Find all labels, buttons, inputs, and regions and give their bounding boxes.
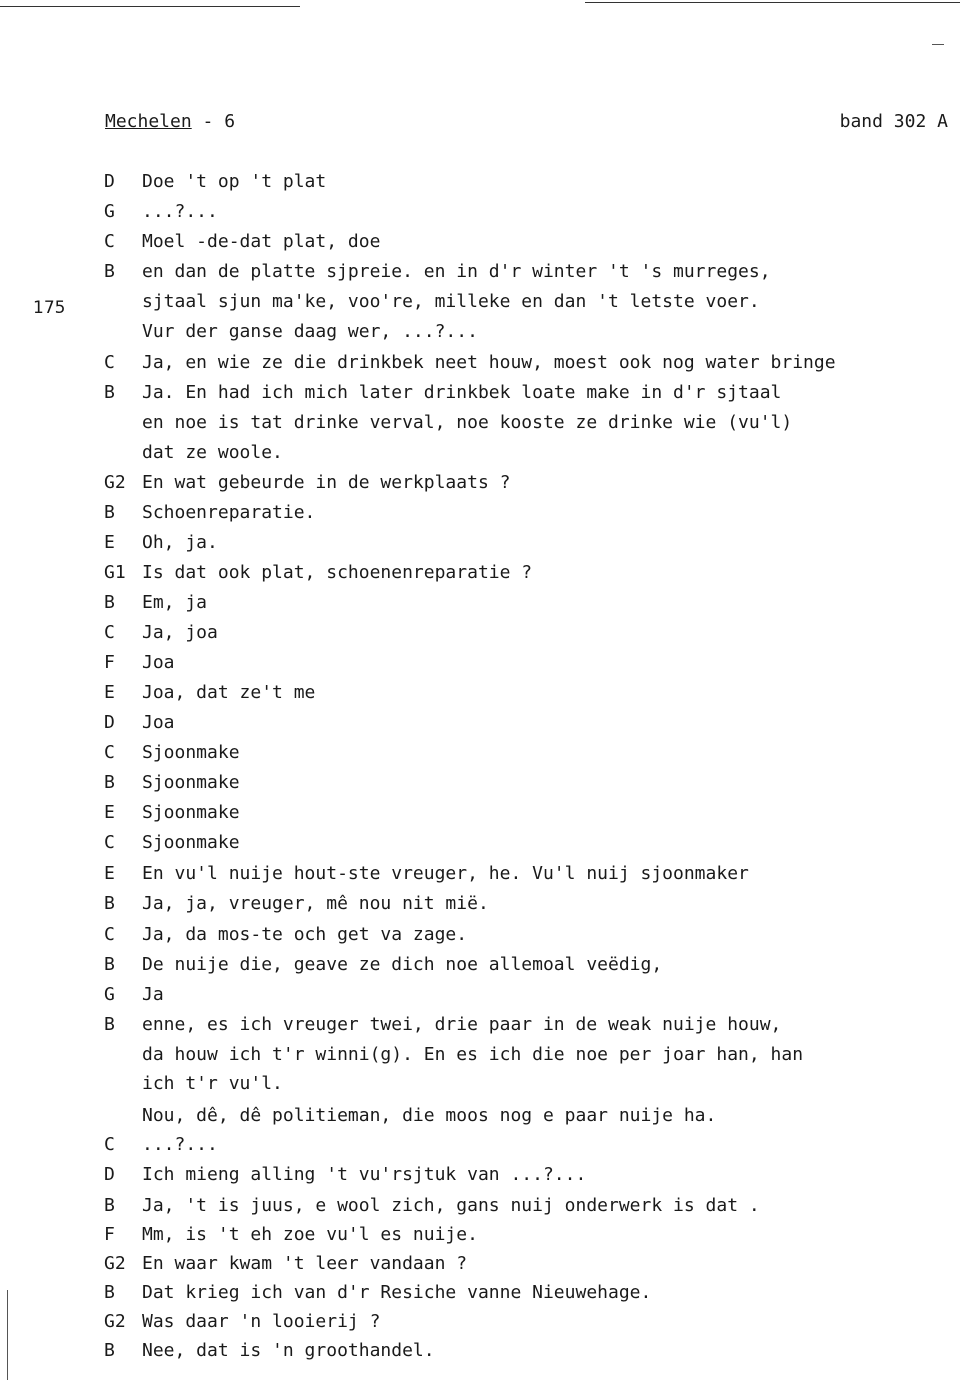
utterance-text: Ja, da mos-te och get va zage. [142, 924, 468, 945]
utterance-text: Moel -de-dat plat, doe [142, 231, 381, 252]
place-name: Mechelen [105, 111, 192, 132]
speaker-label: G2 [104, 1253, 126, 1274]
utterance-text: En wat gebeurde in de werkplaats ? [142, 472, 511, 493]
utterance-text: ...?... [142, 1134, 218, 1155]
utterance-text: ...?... [142, 201, 218, 222]
speaker-label: C [104, 832, 115, 853]
speaker-label: B [104, 1340, 115, 1361]
utterance-text: Ja, en wie ze die drinkbek neet houw, moest ook nog water bringe [142, 352, 836, 373]
speaker-label: C [104, 1134, 115, 1155]
speaker-label: D [104, 171, 115, 192]
speaker-label: C [104, 231, 115, 252]
utterance-text: enne, es ich vreuger twei, drie paar in de weak nuije houw, [142, 1014, 782, 1035]
utterance-text: Oh, ja. [142, 532, 218, 553]
speaker-label: E [104, 682, 115, 703]
utterance-text: Ja, joa [142, 622, 218, 643]
speaker-label: G [104, 201, 115, 222]
top-rule-left [0, 6, 300, 7]
speaker-label: G2 [104, 472, 126, 493]
speaker-label: F [104, 1224, 115, 1245]
utterance-text: Doe 't op 't plat [142, 171, 327, 192]
utterance-text: en noe is tat drinke verval, noe kooste ze drinke wie (vu'l) [142, 412, 793, 433]
margin-line-number: 175 [33, 298, 66, 318]
utterance-text: Joa [142, 712, 175, 733]
speaker-label: E [104, 802, 115, 823]
utterance-text: Is dat ook plat, schoenenreparatie ? [142, 562, 533, 583]
utterance-text: Em, ja [142, 592, 208, 613]
utterance-text: Ja [142, 984, 164, 1005]
speaker-label: E [104, 863, 115, 884]
utterance-text: sjtaal sjun ma'ke, voo're, milleke en dan 't letste voer. [142, 291, 760, 312]
utterance-text: Ja, 't is juus, e wool zich, gans nuij onderwerk is dat . [142, 1195, 760, 1216]
speaker-label: B [104, 893, 115, 914]
utterance-text: Ja. En had ich mich later drinkbek loate make in d'r sjtaal [142, 382, 782, 403]
speaker-label: B [104, 261, 115, 282]
utterance-text: En vu'l nuije hout-ste vreuger, he. Vu'l nuij sjoonmaker [142, 863, 749, 884]
speaker-label: G1 [104, 562, 126, 583]
speaker-label: G [104, 984, 115, 1005]
utterance-text: Was daar 'n looierij ? [142, 1311, 381, 1332]
speaker-label: E [104, 532, 115, 553]
speaker-label: C [104, 924, 115, 945]
utterance-text: Joa [142, 652, 175, 673]
margin-line [7, 1290, 8, 1380]
speaker-label: B [104, 502, 115, 523]
utterance-text: Sjoonmake [142, 802, 240, 823]
speaker-label: C [104, 742, 115, 763]
speaker-label: C [104, 622, 115, 643]
utterance-text: en dan de platte sjpreie. en in d'r winter 't 's murreges, [142, 261, 771, 282]
utterance-text: Nee, dat is 'n groothandel. [142, 1340, 435, 1361]
utterance-text: En waar kwam 't leer vandaan ? [142, 1253, 468, 1274]
utterance-text: Mm, is 't eh zoe vu'l es nuije. [142, 1224, 478, 1245]
speaker-label: B [104, 592, 115, 613]
speaker-label: F [104, 652, 115, 673]
speaker-label: B [104, 1195, 115, 1216]
utterance-text: Ja, ja, vreuger, mê nou nit mië. [142, 893, 489, 914]
utterance-text: Dat krieg ich van d'r Resiche vanne Nieuwehage. [142, 1282, 652, 1303]
page-header [105, 110, 948, 134]
utterance-text: Vur der ganse daag wer, ...?... [142, 321, 478, 342]
speaker-label: G2 [104, 1311, 126, 1332]
speaker-label: D [104, 712, 115, 733]
utterance-text: Sjoonmake [142, 832, 240, 853]
utterance-text: da houw ich t'r winni(g). En es ich die noe per joar han, han [142, 1044, 804, 1065]
speaker-label: D [104, 1164, 115, 1185]
speaker-label: B [104, 772, 115, 793]
speaker-label: C [104, 352, 115, 373]
speaker-label: B [104, 954, 115, 975]
header-place [105, 110, 235, 134]
utterance-text: Sjoonmake [142, 742, 240, 763]
speaker-label: B [104, 382, 115, 403]
utterance-text: Ich mieng alling 't vu'rsjtuk van ...?... [142, 1164, 587, 1185]
utterance-text: Joa, dat ze't me [142, 682, 316, 703]
utterance-text: dat ze woole. [142, 442, 283, 463]
page-number: - 6 [191, 111, 236, 132]
utterance-text: Sjoonmake [142, 772, 240, 793]
speaker-label: B [104, 1282, 115, 1303]
utterance-text: ich t'r vu'l. [142, 1073, 283, 1094]
utterance-text: De nuije die, geave ze dich noe allemoal veëdig, [142, 954, 663, 975]
speaker-label: B [104, 1014, 115, 1035]
top-rule-right [585, 2, 960, 3]
corner-mark [932, 44, 944, 45]
utterance-text: Schoenreparatie. [142, 502, 316, 523]
band-label: band 302 A [839, 111, 948, 132]
utterance-text: Nou, dê, dê politieman, die moos nog e paar nuije ha. [142, 1105, 717, 1126]
